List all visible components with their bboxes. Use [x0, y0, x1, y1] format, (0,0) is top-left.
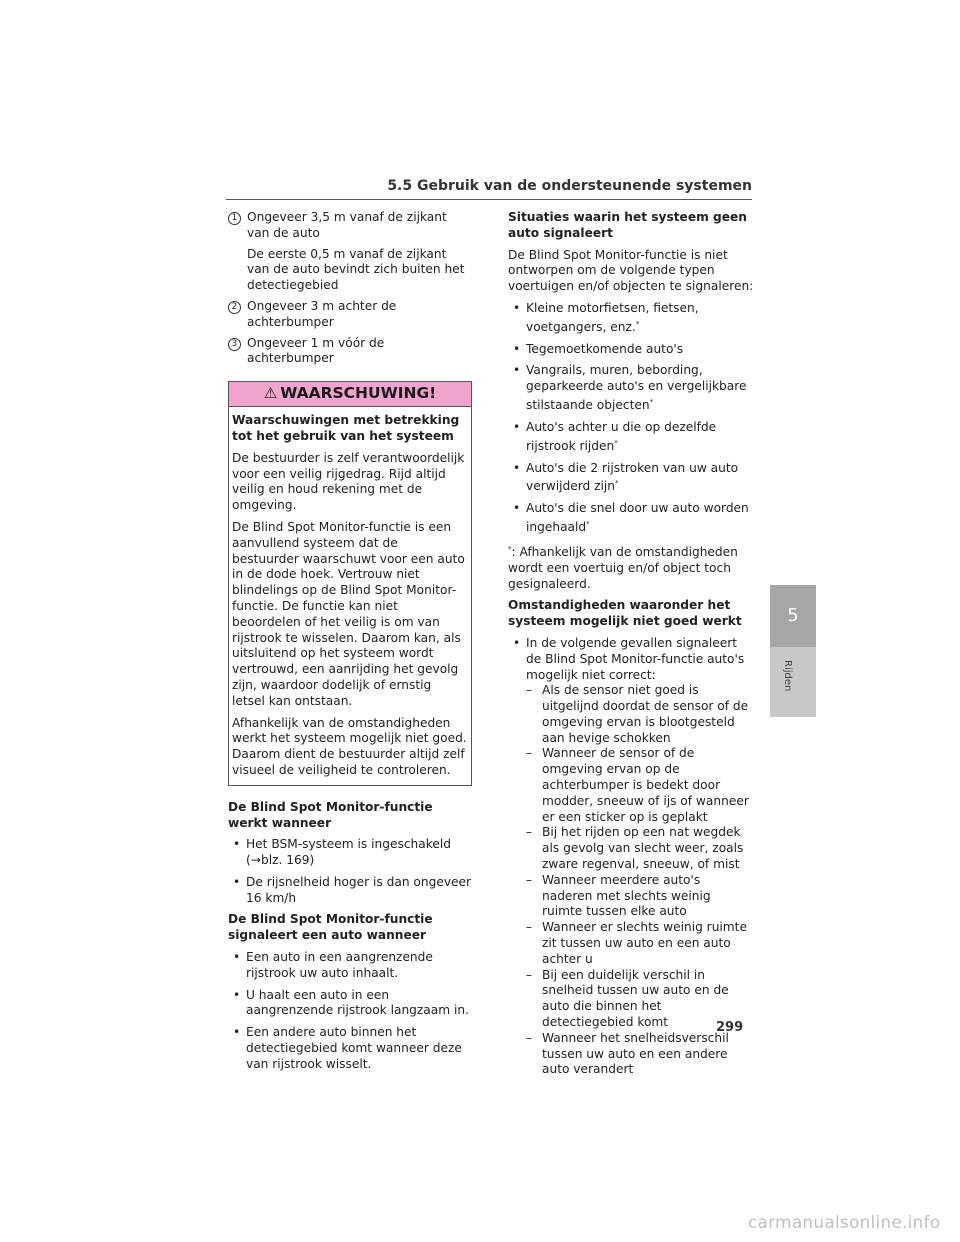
- warning-body: [229, 407, 471, 785]
- numbered-item-2: 2 Ongeveer 3 m achter de achterbumper: [228, 299, 472, 331]
- left-column: [228, 210, 472, 1079]
- bullet-list: [228, 837, 472, 906]
- list-item: • Kleine motorfietsen, fietsen, voetgangers, enz.*: [508, 301, 754, 336]
- numbered-item-1: 1 Ongeveer 3,5 m vanaf de zijkant van de auto: [228, 210, 472, 242]
- warning-paragraph: De Blind Spot Monitor-functie is een aanvullend systeem dat de bestuurder waarschuwt voor een auto in de dode hoek. Vertrouw niet blindelings op de Blind Spot Monitor-functie. De functie kan niet beoordelen of het veilig is om van rijstrook te wisselen. Daarom kan, als uitsluitend op het systeem wordt vertrouwd, een aanrijding het gevolg zijn, waardoor dodelijk of ernstig letsel kan ontstaan.: [232, 519, 465, 708]
- warning-box: [228, 381, 472, 786]
- footnote-marker: *: [635, 319, 640, 328]
- page-number: 299: [716, 1020, 744, 1035]
- list-item: • De rijsnelheid hoger is dan ongeveer 16 km/h: [228, 875, 472, 907]
- dash-item: – Bij een duidelijk verschil in snelheid tussen uw auto en de auto die binnen het detectiegebied komt: [526, 968, 754, 1031]
- warning-paragraph: Afhankelijk van de omstandigheden werkt het systeem mogelijk niet goed. Daarom dient de bestuurder altijd zelf visueel de veiligheid te controleren.: [232, 715, 467, 777]
- numbered-item-3: 3 Ongeveer 1 m vóór de achterbumper: [228, 336, 472, 368]
- footnote-marker: *: [614, 438, 618, 447]
- footnote-marker: *: [649, 398, 654, 407]
- number-1-icon: 1: [228, 212, 241, 225]
- bullet-list: [228, 950, 472, 1073]
- page-header: [226, 178, 752, 200]
- list-item: • U haalt een auto in een aangrenzende rijstrook langzaam in.: [228, 988, 472, 1020]
- dash-item: – Wanneer er slechts weinig ruimte zit tussen uw auto en een auto achter u: [526, 920, 754, 967]
- list-item: • Een auto in een aangrenzende rijstrook uw auto inhaalt.: [228, 950, 472, 982]
- list-item: • Het BSM-systeem is ingeschakeld (→blz. 169): [228, 837, 472, 869]
- warning-title: WAARSCHUWING!: [280, 384, 437, 403]
- warning-heading: Waarschuwingen met betrekking tot het gebruik van het systeem: [232, 413, 460, 443]
- list-item: • Auto's achter u die op dezelfde rijstrook rijden*: [508, 420, 754, 455]
- list-item: • Een andere auto binnen het detectiegebied komt wanneer deze van rijstrook wisselt.: [228, 1025, 472, 1072]
- list-item: • In de volgende gevallen signaleert de Blind Spot Monitor-functie auto's mogelijk niet correct: – Als de sensor niet goed is uitgelijnd doordat de sensor of de omgeving ervan is blootgesteld aan hevige schokken – Wanneer de sensor of de omgeving ervan op de achterbumper is bedekt door modder, sneeuw of ijs of wanneer er een sticker op is geplakt – Bij het rijden op een nat wegdek als gevolg van slecht weer, zoals zware regenval, sneeuw, of mist – Wanneer meerdere auto's naderen met slechts weinig ruimte tussen elke auto – Wanneer er slechts weinig ruimte zit tussen uw auto en een auto achter u – Bij een duidelijk verschil in snelheid tussen uw auto en de auto die binnen het detectiegebied komt – Wanneer het snelheidsverschil tussen uw auto en een andere auto verandert: [508, 636, 754, 1078]
- dash-item: – Bij het rijden op een nat wegdek als gevolg van slecht weer, zoals zware regenval, sneeuw, of mist: [526, 825, 754, 872]
- paragraph: De Blind Spot Monitor-functie is niet ontworpen om de volgende typen voertuigen en/of objecten te signaleren:: [508, 247, 754, 294]
- warning-paragraph: De bestuurder is zelf verantwoordelijk voor een veilig rijgedrag. Rijd altijd veilig en houd rekening met de omgeving.: [232, 450, 465, 513]
- dash-item: – Wanneer het snelheidsverschil tussen uw auto en een andere auto verandert: [526, 1031, 754, 1078]
- right-column: [508, 210, 754, 1084]
- number-3-icon: 3: [228, 338, 241, 351]
- dash-item: – Wanneer de sensor of de omgeving ervan op de achterbumper is bedekt door modder, sneeuw of ijs of wanneer er een sticker op is geplakt: [526, 746, 754, 825]
- dash-item: – Wanneer meerdere auto's naderen met slechts weinig ruimte tussen elke auto: [526, 873, 754, 920]
- bullet-list: [508, 301, 754, 536]
- number-2-icon: 2: [228, 301, 241, 314]
- section-heading: Omstandigheden waaronder het systeem mogelijk niet goed werkt: [508, 598, 742, 629]
- dash-list: [526, 683, 754, 1078]
- section-heading: Situaties waarin het systeem geen auto signaleert: [508, 210, 747, 240]
- footnote-marker: *: [586, 520, 590, 528]
- section-heading: De Blind Spot Monitor-functie werkt wanneer: [228, 799, 433, 830]
- warning-triangle-icon: ⚠: [263, 384, 278, 403]
- list-item: • Vangrails, muren, bebording, geparkeerde auto's en vergelijkbare stilstaande objecten*: [508, 363, 754, 413]
- numbered-item-1-detail: De eerste 0,5 m vanaf de zijkant van de auto bevindt zich buiten het detectiegebied: [247, 246, 465, 293]
- section-heading: De Blind Spot Monitor-functie signaleert een auto wanneer: [228, 912, 433, 943]
- watermark: carmanualsonline.info: [748, 1213, 941, 1233]
- footnote: *: Afhankelijk van de omstandigheden wordt een voertuig en/of object toch gesignaleerd.: [508, 544, 738, 591]
- dash-item: – Als de sensor niet goed is uitgelijnd doordat de sensor of de omgeving ervan is blootgesteld aan hevige schokken: [526, 683, 754, 746]
- footnote-marker: *: [615, 479, 619, 488]
- chapter-tab-label: Rijden: [782, 660, 793, 692]
- list-item: • Tegemoetkomende auto's: [508, 342, 754, 358]
- list-item: • Auto's die snel door uw auto worden ingehaald*: [508, 501, 754, 536]
- list-item: • Auto's die 2 rijstroken van uw auto verwijderd zijn*: [508, 461, 754, 496]
- warning-header: [229, 382, 471, 407]
- section-title: 5.5 Gebruik van de ondersteunende systemen: [387, 178, 752, 194]
- chapter-tab[interactable]: 5: [770, 585, 816, 647]
- bullet-list: [508, 636, 754, 1078]
